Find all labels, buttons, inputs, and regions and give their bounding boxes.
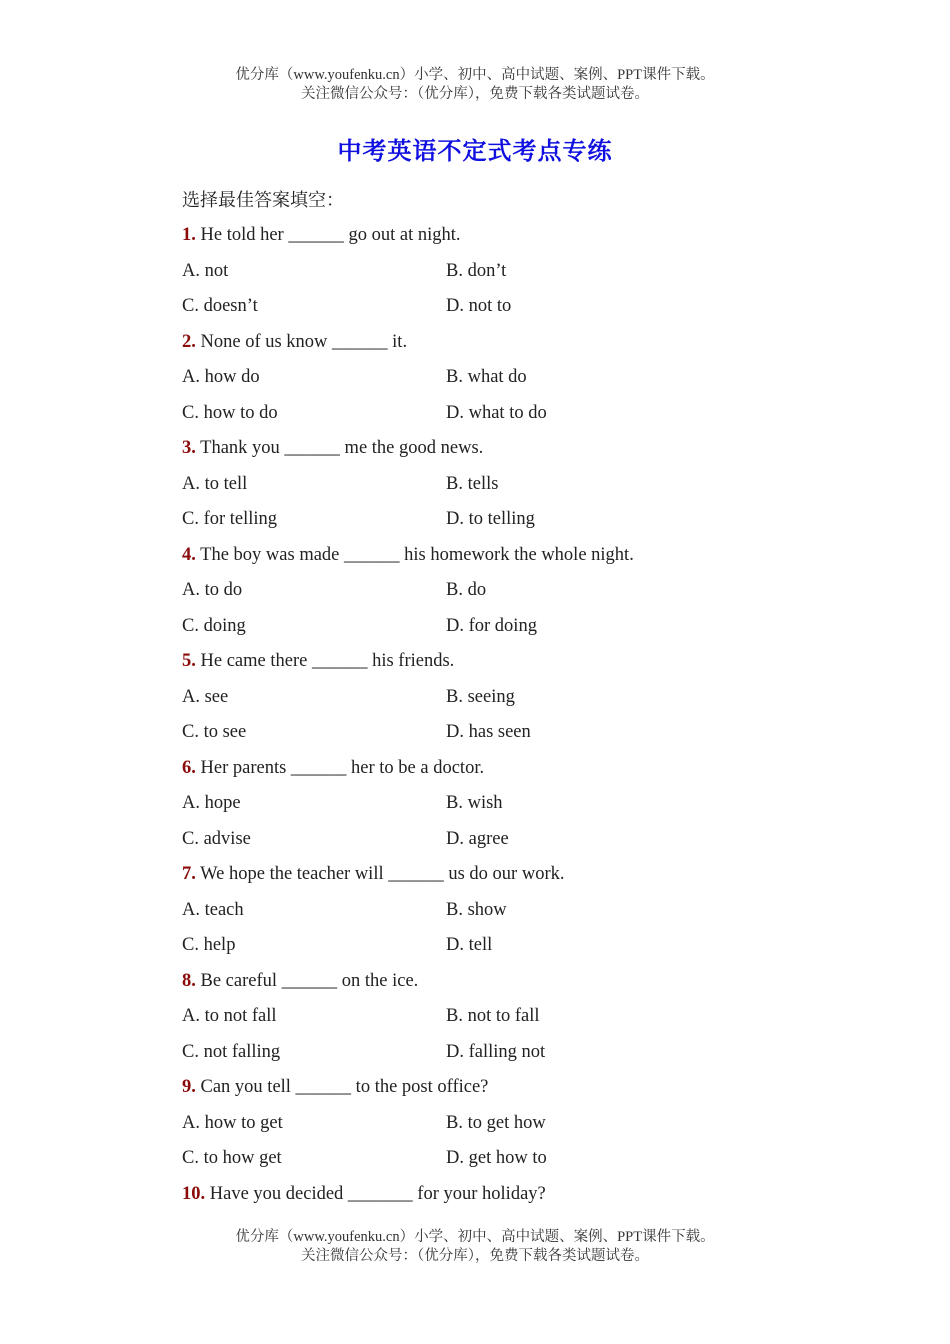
option-row — [182, 612, 802, 648]
answer-option: A. to not fall — [182, 1006, 277, 1026]
instruction: 选择最佳答案填空： — [182, 190, 344, 211]
answer-option: D. tell — [446, 935, 493, 955]
option-row — [182, 1002, 802, 1038]
answer-option: C. help — [182, 935, 236, 955]
option-row — [182, 789, 802, 825]
question-text: We hope the teacher will ______ us do our work. — [195, 864, 565, 884]
page-title: 中考英语不定式考点专练 — [337, 137, 613, 165]
question-text: The boy was made ______ his homework the whole night. — [195, 544, 634, 565]
answer-option: B. what do — [446, 367, 527, 387]
question-number: 1. — [182, 225, 196, 245]
question-number: 8. — [182, 970, 196, 991]
answer-option: C. to see — [182, 722, 247, 742]
answer-option: D. falling not — [446, 1041, 546, 1062]
answer-option: C. how to do — [182, 402, 278, 423]
question-stem — [182, 967, 802, 1003]
answer-option: A. not — [182, 260, 229, 281]
answer-option: B. seeing — [446, 686, 515, 707]
question-text: None of us know ______ it. — [195, 331, 408, 352]
option-row — [182, 470, 802, 506]
option-row — [182, 1109, 802, 1145]
footer-line-1: 优分库（www.youfenku.cn）小学、初中、高中试题、案例、PPT课件下载。 — [235, 1229, 715, 1245]
answer-option: B. don’t — [446, 260, 507, 281]
question-number: 6. — [182, 757, 196, 778]
question-text: He told her ______ go out at night. — [195, 225, 461, 245]
answer-option: C. doing — [182, 615, 246, 636]
option-row — [182, 825, 802, 861]
answer-option: A. how do — [182, 367, 260, 387]
answer-option: D. to telling — [446, 509, 535, 529]
option-row — [182, 505, 802, 541]
question-number: 5. — [182, 651, 196, 671]
option-row — [182, 718, 802, 754]
question-text: He came there ______ his friends. — [195, 651, 455, 671]
question-stem — [182, 1180, 802, 1216]
answer-option: C. doesn’t — [182, 296, 258, 316]
question-stem — [182, 647, 802, 683]
answer-option: A. teach — [182, 899, 244, 920]
answer-option: D. agree — [446, 828, 509, 849]
question-text: Be careful ______ on the ice. — [195, 970, 419, 991]
option-row — [182, 399, 802, 435]
answer-option: A. see — [182, 686, 229, 707]
option-row — [182, 363, 802, 399]
question-text: Her parents ______ her to be a doctor. — [195, 757, 485, 778]
answer-option: B. to get how — [446, 1112, 546, 1133]
answer-option: C. to how get — [182, 1148, 282, 1168]
question-number: 2. — [182, 331, 196, 352]
answer-option: C. advise — [182, 828, 251, 849]
answer-option: B. do — [446, 580, 487, 600]
answer-option: B. tells — [446, 473, 499, 494]
question-stem — [182, 754, 802, 790]
option-row — [182, 576, 802, 612]
option-row — [182, 1144, 802, 1180]
page-header — [0, 66, 950, 104]
question-stem — [182, 541, 802, 577]
question-text: Can you tell ______ to the post office? — [195, 1077, 489, 1097]
footer-line-2: 关注微信公众号：（优分库），免费下载各类试题试卷。 — [301, 1248, 649, 1264]
answer-option: B. wish — [446, 793, 503, 813]
option-row — [182, 292, 802, 328]
question-stem — [182, 328, 802, 364]
answer-option: D. what to do — [446, 402, 547, 423]
question-stem — [182, 434, 802, 470]
answer-option: D. for doing — [446, 615, 537, 636]
answer-option: C. not falling — [182, 1041, 281, 1062]
option-row — [182, 896, 802, 932]
header-line-2: 关注微信公众号：（优分库），免费下载各类试题试卷。 — [301, 86, 649, 102]
question-number: 3. — [182, 438, 196, 458]
question-number: 4. — [182, 544, 196, 565]
page-footer — [0, 1228, 950, 1266]
question-stem — [182, 860, 802, 896]
answer-option: B. not to fall — [446, 1006, 540, 1026]
question-number: 9. — [182, 1077, 196, 1097]
question-text: Have you decided _______ for your holiday? — [205, 1183, 546, 1204]
answer-option: C. for telling — [182, 509, 278, 529]
question-stem — [182, 221, 802, 257]
question-list — [182, 221, 802, 1215]
option-row — [182, 931, 802, 967]
question-text: Thank you ______ me the good news. — [195, 438, 484, 458]
option-row — [182, 257, 802, 293]
question-stem — [182, 1073, 802, 1109]
question-number: 10. — [182, 1183, 206, 1204]
answer-option: A. to tell — [182, 473, 248, 494]
option-row — [182, 1038, 802, 1074]
question-number: 7. — [182, 864, 196, 884]
answer-option: B. show — [446, 899, 507, 920]
answer-option: D. not to — [446, 296, 512, 316]
answer-option: D. has seen — [446, 722, 531, 742]
answer-option: D. get how to — [446, 1148, 547, 1168]
answer-option: A. to do — [182, 580, 243, 600]
option-row — [182, 683, 802, 719]
header-line-1: 优分库（www.youfenku.cn）小学、初中、高中试题、案例、PPT课件下载。 — [235, 67, 715, 83]
answer-option: A. hope — [182, 793, 241, 813]
answer-option: A. how to get — [182, 1112, 283, 1133]
